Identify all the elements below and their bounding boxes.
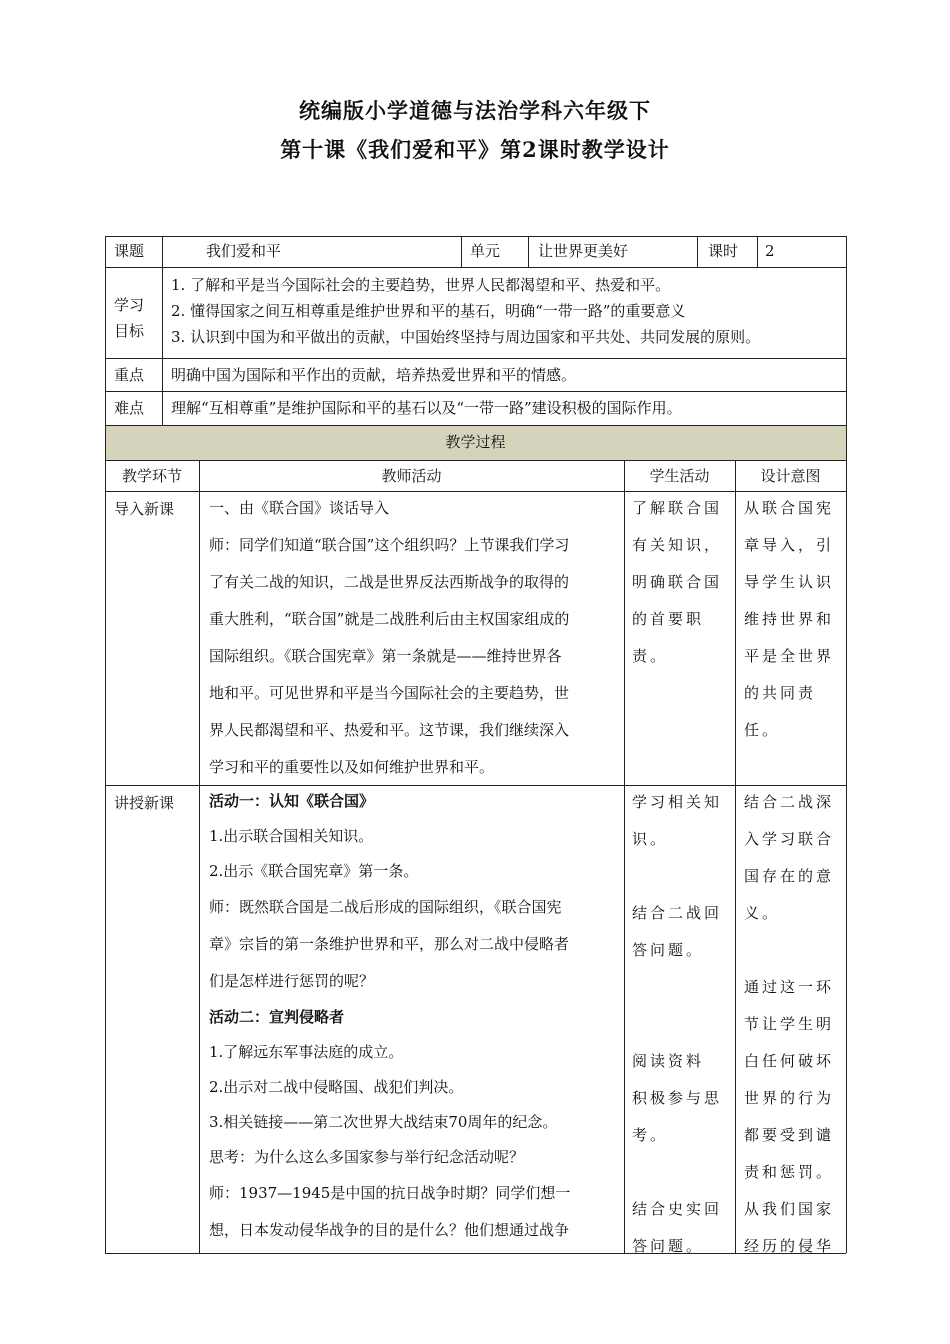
goal-item: 1. 了解和平是当今国际社会的主要趋势，世界人民都渴望和平、热爱和平。 bbox=[171, 276, 671, 294]
row2-stage: 讲授新课 bbox=[114, 794, 175, 812]
process-header: 教学过程 bbox=[445, 433, 506, 451]
period-label: 课时 bbox=[708, 242, 739, 260]
row1-student: 了解联合国 有关知识， 明确联合国 的首要职 责。 bbox=[632, 499, 723, 665]
goal-item: 2. 懂得国家之间互相尊重是维护世界和平的基石，明确“一带一路”的重要意义 bbox=[171, 302, 686, 320]
goals-list bbox=[171, 272, 760, 350]
row2-intent: 结合二战深 入学习联合 国存在的意 义。 通过这一环 节让学生明 白任何破坏 世界的行为 都要受到谴 责和惩罚。 从我们国家 经历的侵华 bbox=[744, 793, 835, 1255]
col-header-intent: 设计意图 bbox=[760, 467, 821, 485]
document-title-line1: 统编版小学道德与法治学科六年级下 bbox=[299, 98, 651, 123]
key-point-text: 明确中国为国际和平作出的贡献，培养热爱世界和平的情感。 bbox=[171, 366, 577, 384]
col-header-student: 学生活动 bbox=[649, 467, 710, 485]
row1-teacher: 一、由《联合国》谈话导入 师：同学们知道“联合国”这个组织吗？上节课我们学习 了有关二战的知识，二战是世界反法西斯战争的取得的 重大胜利，“联合国”就是二战胜利后由主权国家组成的 国际组织。《联合国宪章》第一条就是——维持世界各 地和平。可见世界和平是当今国际社会的主要趋势，世 界人民都渴望和平、热爱和平。这节课，我们继续深入 学习和平的重要性以及如何维护世界和平。 bbox=[209, 499, 570, 776]
row1-intent: 从联合国宪 章导入，引 导学生认识 维持世界和 平是全世界 的共同责 任。 bbox=[744, 499, 835, 739]
topic-label: 课题 bbox=[114, 242, 145, 260]
unit-label: 单元 bbox=[470, 242, 501, 260]
col-header-stage: 教学环节 bbox=[121, 467, 182, 485]
goal-item: 3. 认识到中国为和平做出的贡献，中国始终坚持与周边国家和平共处、共同发展的原则。 bbox=[171, 328, 761, 346]
topic-value: 我们爱和平 bbox=[206, 242, 282, 260]
difficulty-text: 理解“互相尊重”是维护国际和平的基石以及“一带一路”建设积极的国际作用。 bbox=[171, 399, 682, 417]
period-value: 2 bbox=[765, 242, 775, 260]
row1-stage: 导入新课 bbox=[114, 500, 175, 518]
key-point-label: 重点 bbox=[114, 366, 145, 384]
unit-value: 让世界更美好 bbox=[538, 242, 629, 260]
row2-student: 学习相关知 识。 结合二战回 答问题。 阅读资料 积极参与思 考。 结合史实回 答问题。 bbox=[632, 793, 723, 1255]
col-header-teacher: 教师活动 bbox=[381, 467, 442, 485]
goals-label: 学习 目标 bbox=[114, 296, 145, 340]
document-title-line2: 第十课《我们爱和平》第2课时教学设计 bbox=[280, 137, 670, 162]
difficulty-label: 难点 bbox=[114, 399, 145, 417]
row2-teacher: 活动一：认知《联合国》 1.出示联合国相关知识。 2.出示《联合国宪章》第一条。 师：既然联合国是二战后形成的国际组织，《联合国宪 章》宗旨的第一条维护世界和平，那么对二战中侵略者 们是怎样进行惩罚的呢？ 活动二：宣判侵略者 1.了解远东军事法庭的成立。 2.出示对二战中侵略国、战犯们判决。 3.相关链接——第二次世界大战结束70周年的纪念。 思考：为什么这么多国家参与举行纪念活动呢？ 师：1937—1945是中国的抗日战争时期？同学们想一 想，日本发动侵华战争的目的是什么？他们想通过战争 bbox=[209, 792, 571, 1239]
